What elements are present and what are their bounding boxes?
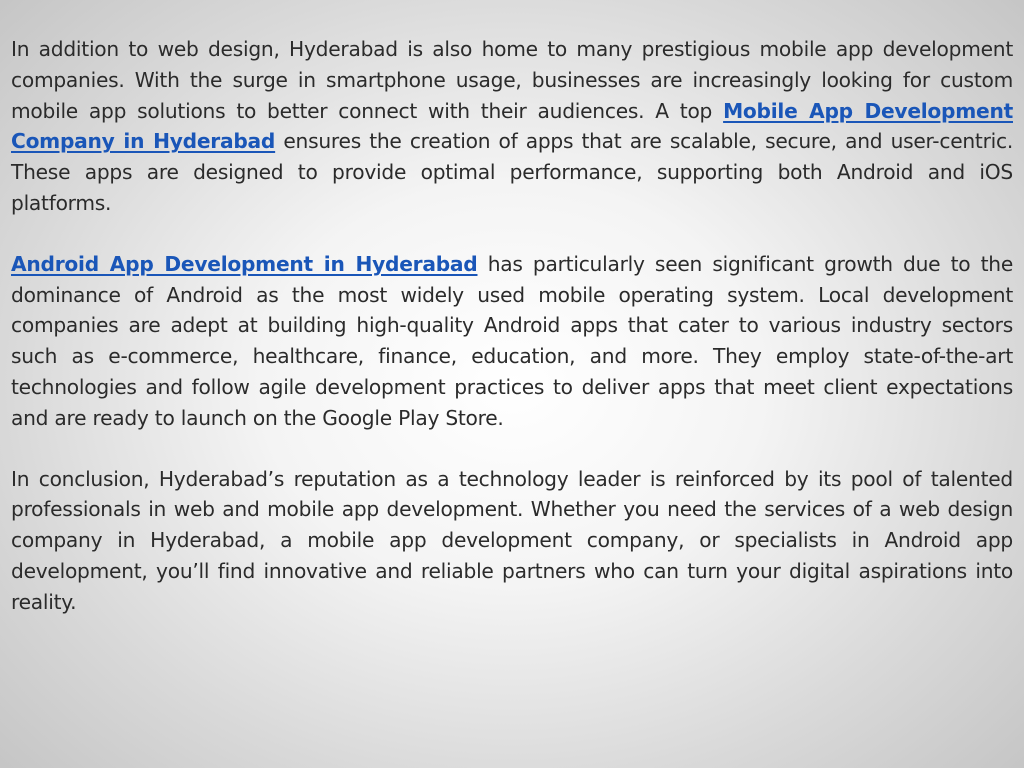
mobile-app-development-link[interactable]: Mobile App Development Company in Hyderabad	[11, 98, 1013, 154]
paragraph-conclusion: In conclusion, Hyderabad’s reputation as a technology leader is reinforced by its pool of talented professionals in web and mobile app development. Whether you need the services of a web design company in Hyderabad, a mobile app development company, or specialists in Android app development, you’ll find innovative and reliable partners who can turn your digital aspirations into reality.	[11, 466, 1013, 614]
paragraph-text: In addition to web design, Hyderabad is also home to many prestigious mobile app development companies. With the surge in smartphone usage, businesses are increasingly looking for custom mobile app solutions to better connect with their audiences. A top	[11, 37, 1013, 123]
paragraph-android-app	[11, 249, 1013, 434]
android-app-development-link[interactable]: Android App Development in Hyderabad	[11, 251, 478, 276]
document-body	[11, 34, 1013, 648]
paragraph-text: has particularly seen significant growth due to the dominance of Android as the most widely used mobile operating system. Local development companies are adept at building high-quality Android apps that cater to various industry sectors such as e-commerce, healthcare, finance, education, and more. They employ state-of-the-art technologies and follow agile development practices to deliver apps that meet client expectations and are ready to launch on the Google Play Store.	[11, 251, 1013, 430]
paragraph-mobile-app	[11, 34, 1013, 219]
paragraph-text: ensures the creation of apps that are scalable, secure, and user-centric. These apps are designed to provide optimal performance, supporting both Android and iOS platforms.	[11, 129, 1013, 215]
